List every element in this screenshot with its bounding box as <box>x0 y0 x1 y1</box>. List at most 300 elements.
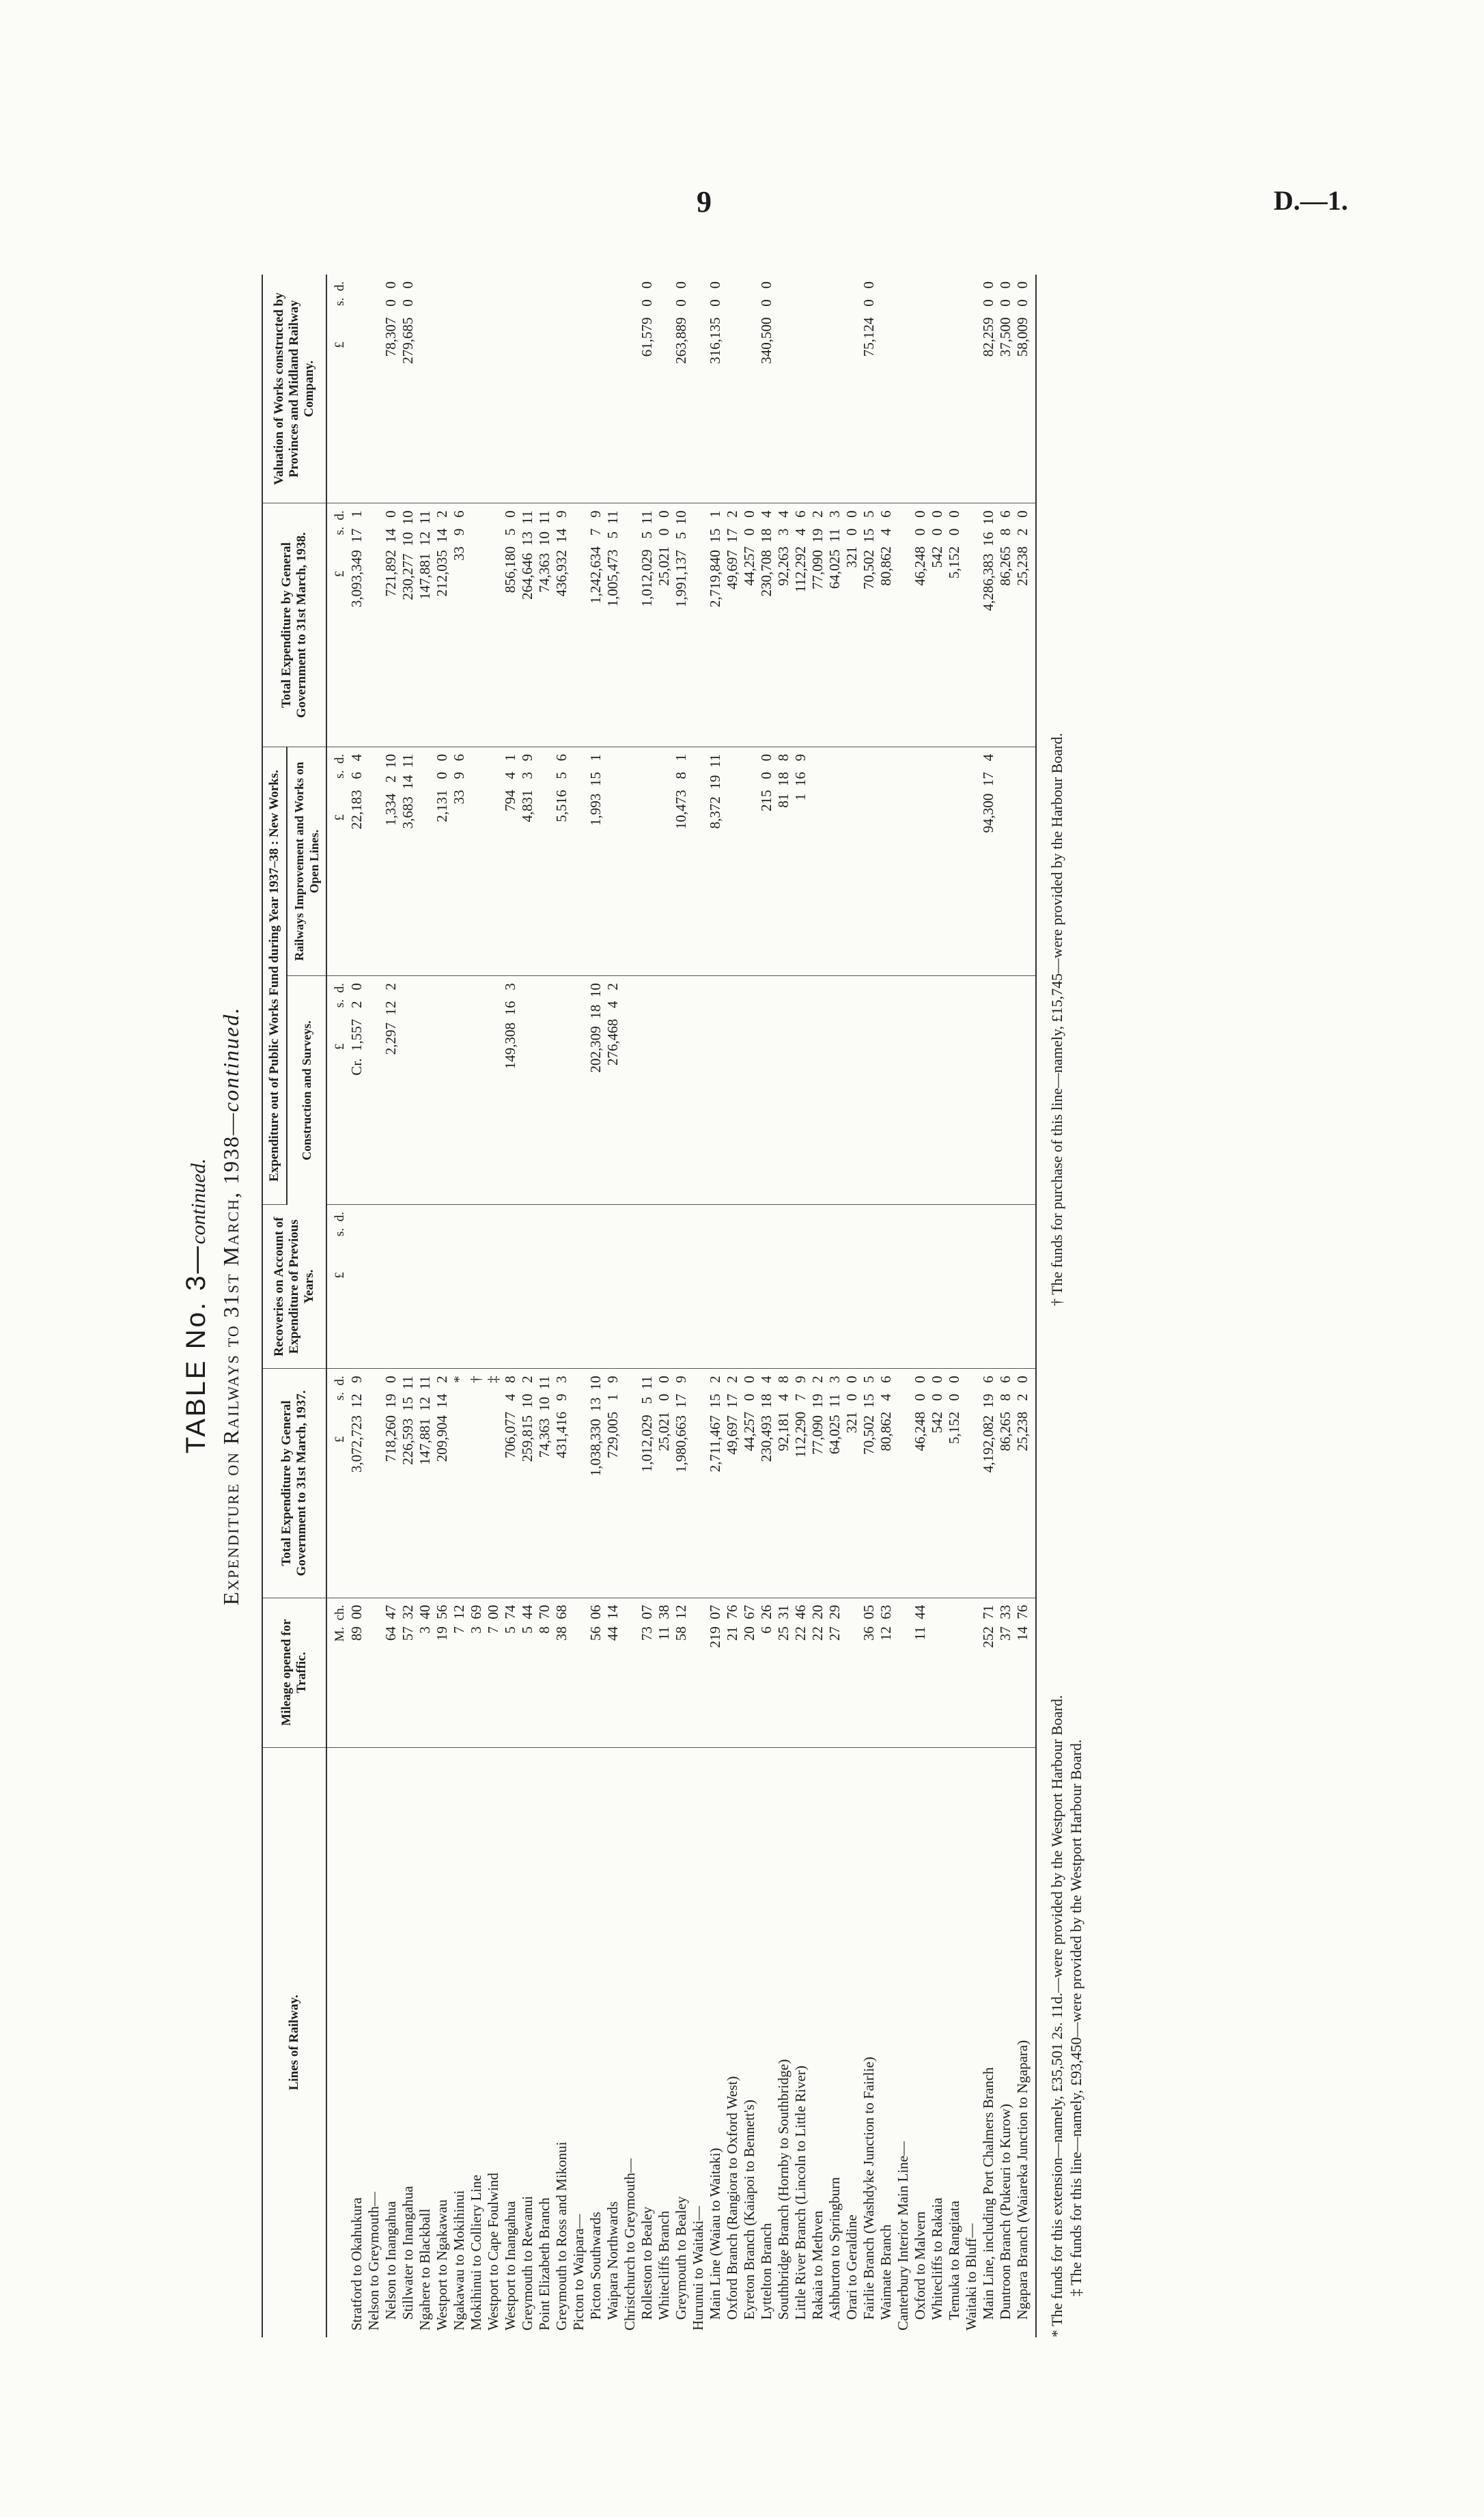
cell-exp-1938: 321 0 0 <box>843 503 860 747</box>
cell-recoveries <box>826 1205 843 1369</box>
cell-exp-1937: 3,072,723 12 9 <box>348 1369 365 1598</box>
cell-construction <box>1014 976 1036 1205</box>
cell-exp-1938 <box>468 503 485 747</box>
cell-exp-1937: 44,257 0 0 <box>741 1369 758 1598</box>
cell-improvement <box>724 747 741 975</box>
cell-improvement <box>895 747 912 975</box>
cell-recoveries <box>382 1205 400 1369</box>
cell-valuation: 340,500 0 0 <box>758 275 775 503</box>
subtitle-main: Expenditure on Railways to 31st March, 1938— <box>219 1111 243 1606</box>
cell-construction <box>400 976 417 1205</box>
cell-line: Main Line, including Port Chalmers Branch <box>980 2067 996 2331</box>
cell-valuation <box>895 275 912 503</box>
cell-exp-1937: 1,980,663 17 9 <box>673 1369 690 1598</box>
title-continued: continued. <box>187 1158 210 1244</box>
cell-improvement <box>1014 747 1036 975</box>
cell-exp-1938: 25,021 0 0 <box>656 503 673 747</box>
cell-exp-1938: 49,697 17 2 <box>724 503 741 747</box>
cell-line: Westport to Inangahua <box>502 2201 518 2331</box>
cell-valuation <box>690 275 707 503</box>
cell-mileage: 219 07 <box>707 1598 724 1747</box>
cell-mileage: 38 68 <box>553 1598 570 1747</box>
cell-recoveries <box>775 1205 792 1369</box>
cell-line: Waipara Northwards <box>604 2201 621 2331</box>
table-row <box>912 275 929 2337</box>
cell-line: Stratford to Okahukura <box>348 2197 365 2331</box>
cell-mileage: 6 26 <box>758 1598 775 1747</box>
cell-line: Rolleston to Bealey <box>639 2206 655 2331</box>
table-body <box>326 275 1036 2337</box>
cell-improvement <box>621 747 639 975</box>
cell-construction <box>843 976 860 1205</box>
cell-exp-1937: 147,881 12 11 <box>417 1369 434 1598</box>
cell-recoveries <box>878 1205 895 1369</box>
cell-line: Picton to Waipara— <box>570 2214 587 2331</box>
cell-improvement <box>826 747 843 975</box>
cell-construction <box>519 976 536 1205</box>
table-row <box>604 275 621 2337</box>
cell-valuation <box>826 275 843 503</box>
cell-recoveries <box>621 1205 639 1369</box>
cell-line: Hurunui to Waitaki— <box>690 2206 706 2331</box>
cell-exp-1937: 25,021 0 0 <box>656 1369 673 1598</box>
cell-valuation <box>502 275 519 503</box>
cell-exp-1937 <box>621 1369 639 1598</box>
cell-line: Temuka to Rangitata <box>946 2200 962 2331</box>
cell-valuation: 263,889 0 0 <box>673 275 690 503</box>
cell-improvement: 3,683 14 11 <box>400 747 417 975</box>
cell-construction <box>792 976 809 1205</box>
cell-mileage: 252 71 <box>980 1598 997 1747</box>
cell-recoveries <box>741 1205 758 1369</box>
cell-recoveries <box>946 1205 963 1369</box>
cell-exp-1937: 209,904 14 2 <box>434 1369 451 1598</box>
units-construction: £ s. d. <box>326 976 348 1205</box>
cell-improvement: 4,831 3 9 <box>519 747 536 975</box>
cell-exp-1938 <box>570 503 587 747</box>
table-row <box>553 275 570 2337</box>
cell-improvement <box>912 747 929 975</box>
cell-recoveries <box>1014 1205 1036 1369</box>
cell-construction <box>775 976 792 1205</box>
cell-exp-1937: 49,697 17 2 <box>724 1369 741 1598</box>
cell-line: Whitecliffs to Rakaia <box>929 2197 945 2331</box>
cell-line: Greymouth to Ross and Mikonui <box>553 2141 570 2331</box>
cell-recoveries <box>758 1205 775 1369</box>
cell-construction <box>741 976 758 1205</box>
subtitle-continued: continued. <box>219 1006 243 1112</box>
cell-valuation <box>843 275 860 503</box>
cell-improvement: 5,516 5 6 <box>553 747 570 975</box>
cell-valuation <box>775 275 792 503</box>
cell-valuation <box>468 275 485 503</box>
cell-valuation <box>792 275 809 503</box>
cell-mileage: 5 44 <box>519 1598 536 1747</box>
units-exp-1938: £ s. d. <box>326 503 348 747</box>
cell-improvement <box>929 747 946 975</box>
cell-mileage: 5 74 <box>502 1598 519 1747</box>
cell-line: Christchurch to Greymouth— <box>621 2158 638 2331</box>
col-header-mileage: Mileage opened for Traffic. <box>262 1598 326 1747</box>
cell-valuation <box>604 275 621 503</box>
cell-construction <box>621 976 639 1205</box>
cell-construction <box>468 976 485 1205</box>
cell-construction <box>929 976 946 1205</box>
cell-recoveries <box>809 1205 826 1369</box>
cell-construction <box>946 976 963 1205</box>
cell-improvement: 215 0 0 <box>758 747 775 975</box>
cell-improvement: 8,372 19 11 <box>707 747 724 975</box>
table-row <box>451 275 468 2337</box>
cell-exp-1938 <box>621 503 639 747</box>
cell-mileage: 7 12 <box>451 1598 468 1747</box>
cell-mileage <box>929 1598 946 1747</box>
cell-mileage: 12 63 <box>878 1598 895 1747</box>
cell-exp-1938: 721,892 14 0 <box>382 503 400 747</box>
cell-exp-1937: 92,181 4 8 <box>775 1369 792 1598</box>
cell-improvement <box>536 747 553 975</box>
cell-improvement <box>809 747 826 975</box>
cell-line: Waitaki to Bluff— <box>963 2223 979 2331</box>
table-row <box>519 275 536 2337</box>
col-header-exp-1938: Total Expenditure by General Government to 31st March, 1938. <box>262 503 326 747</box>
table-row <box>502 275 519 2337</box>
table-row <box>878 275 895 2337</box>
cell-exp-1937: 230,493 18 4 <box>758 1369 775 1598</box>
cell-exp-1937: 321 0 0 <box>843 1369 860 1598</box>
cell-valuation <box>536 275 553 503</box>
cell-mileage <box>621 1598 639 1747</box>
cell-construction <box>878 976 895 1205</box>
cell-line: Orari to Geraldine <box>843 2214 860 2331</box>
table-row <box>809 275 826 2337</box>
cell-exp-1937: 25,238 2 0 <box>1014 1369 1036 1598</box>
cell-exp-1938: 5,152 0 0 <box>946 503 963 747</box>
cell-valuation <box>809 275 826 503</box>
col-header-recoveries: Recoveries on Account of Expenditure of Previous Years. <box>262 1205 326 1369</box>
cell-recoveries <box>604 1205 621 1369</box>
table-row <box>775 275 792 2337</box>
table-row <box>724 275 741 2337</box>
cell-exp-1938: 92,263 3 4 <box>775 503 792 747</box>
cell-mileage: 20 67 <box>741 1598 758 1747</box>
cell-valuation <box>519 275 536 503</box>
cell-recoveries <box>656 1205 673 1369</box>
cell-exp-1937: 80,862 4 6 <box>878 1369 895 1598</box>
cell-line: Ngapara Branch (Waiareka Junction to Ngapara) <box>1014 1747 1036 2337</box>
cell-line: Canterbury Interior Main Line— <box>895 2141 911 2331</box>
cell-exp-1938: 46,248 0 0 <box>912 503 929 747</box>
cell-improvement: 33 9 6 <box>451 747 468 975</box>
table-row <box>485 275 502 2337</box>
table-row <box>434 275 451 2337</box>
cell-line: Lyttelton Branch <box>758 2223 774 2331</box>
cell-improvement: 794 4 1 <box>502 747 519 975</box>
cell-exp-1938: 230,277 10 10 <box>400 503 417 747</box>
table-row <box>929 275 946 2337</box>
col-header-line: Lines of Railway. <box>262 1747 326 2337</box>
table-row <box>639 275 656 2337</box>
cell-mileage: 44 14 <box>604 1598 621 1747</box>
cell-construction: Cr. 1,557 2 0 <box>348 976 365 1205</box>
footnotes <box>1048 275 1086 2351</box>
cell-improvement <box>570 747 587 975</box>
cell-improvement: 22,183 6 4 <box>348 747 365 975</box>
cell-mileage: 37 33 <box>997 1598 1014 1747</box>
cell-exp-1938: 74,363 10 11 <box>536 503 553 747</box>
cell-exp-1937: 77,090 19 2 <box>809 1369 826 1598</box>
cell-valuation <box>587 275 604 503</box>
railway-expenditure-table <box>262 275 1037 2337</box>
cell-valuation: 316,135 0 0 <box>707 275 724 503</box>
table-row <box>382 275 400 2337</box>
cell-valuation <box>570 275 587 503</box>
cell-mileage: 3 40 <box>417 1598 434 1747</box>
table-row <box>348 275 365 2337</box>
cell-valuation <box>741 275 758 503</box>
cell-improvement: 1,993 15 1 <box>587 747 604 975</box>
title-main: TABLE No. 3— <box>181 1244 211 1454</box>
cell-recoveries <box>587 1205 604 1369</box>
cell-exp-1937: 259,815 10 2 <box>519 1369 536 1598</box>
cell-valuation <box>553 275 570 503</box>
cell-exp-1937: 1,038,330 13 10 <box>587 1369 604 1598</box>
cell-construction <box>656 976 673 1205</box>
col-header-pwf-group: Expenditure out of Public Works Fund during Year 1937–38 : New Works. <box>262 747 287 1204</box>
cell-exp-1937: ‡ <box>485 1369 502 1598</box>
cell-exp-1937 <box>570 1369 587 1598</box>
cell-improvement <box>741 747 758 975</box>
cell-exp-1938 <box>963 503 980 747</box>
cell-exp-1937: 74,363 10 11 <box>536 1369 553 1598</box>
cell-improvement <box>690 747 707 975</box>
cell-recoveries <box>707 1205 724 1369</box>
cell-recoveries <box>690 1205 707 1369</box>
units-valuation: £ s. d. <box>326 275 348 503</box>
cell-exp-1937: 46,248 0 0 <box>912 1369 929 1598</box>
cell-exp-1938: 77,090 19 2 <box>809 503 826 747</box>
cell-exp-1938: 3,093,349 17 1 <box>348 503 365 747</box>
cell-exp-1938: 25,238 2 0 <box>1014 503 1036 747</box>
cell-line: Stillwater to Inangahua <box>400 2186 416 2331</box>
col-header-valuation: Valuation of Works constructed by Provinces and Midland Railway Company. <box>262 275 326 503</box>
cell-improvement: 1 16 9 <box>792 747 809 975</box>
units-improvement: £ s. d. <box>326 747 348 975</box>
cell-exp-1938: 1,242,634 7 9 <box>587 503 604 747</box>
cell-exp-1938: 4,286,383 16 10 <box>980 503 997 747</box>
cell-recoveries <box>912 1205 929 1369</box>
cell-improvement <box>365 747 382 975</box>
cell-construction <box>758 976 775 1205</box>
cell-mileage <box>946 1598 963 1747</box>
cell-construction <box>860 976 878 1205</box>
cell-construction <box>536 976 553 1205</box>
rotated-table-block <box>181 261 1342 2351</box>
cell-exp-1937 <box>690 1369 707 1598</box>
cell-line: Rakaia to Methven <box>809 2210 826 2331</box>
cell-mileage: 19 56 <box>434 1598 451 1747</box>
cell-recoveries <box>673 1205 690 1369</box>
cell-mileage <box>690 1598 707 1747</box>
cell-recoveries <box>963 1205 980 1369</box>
cell-line: Fairlie Branch (Washdyke Junction to Fairlie) <box>860 2057 877 2331</box>
cell-mileage: 21 76 <box>724 1598 741 1747</box>
cell-recoveries <box>417 1205 434 1369</box>
cell-exp-1937: 706,077 4 8 <box>502 1369 519 1598</box>
cell-mileage: 11 38 <box>656 1598 673 1747</box>
cell-valuation <box>485 275 502 503</box>
cell-mileage: 8 70 <box>536 1598 553 1747</box>
cell-improvement <box>656 747 673 975</box>
cell-line: Nelson to Inangahua <box>382 2201 399 2331</box>
table-row <box>468 275 485 2337</box>
units-row <box>326 275 348 2337</box>
cell-recoveries <box>536 1205 553 1369</box>
col-header-exp-1937: Total Expenditure by General Government to 31st March, 1937. <box>262 1369 326 1598</box>
cell-valuation <box>963 275 980 503</box>
cell-exp-1937: 70,502 15 5 <box>860 1369 878 1598</box>
cell-valuation: 75,124 0 0 <box>860 275 878 503</box>
cell-line: Southbridge Branch (Hornby to Southbridge) <box>775 2059 792 2331</box>
cell-mileage: 22 46 <box>792 1598 809 1747</box>
cell-improvement <box>485 747 502 975</box>
page-number: 9 <box>697 185 712 219</box>
cell-recoveries <box>519 1205 536 1369</box>
cell-recoveries <box>348 1205 365 1369</box>
cell-recoveries <box>843 1205 860 1369</box>
cell-mileage <box>570 1598 587 1747</box>
cell-recoveries <box>553 1205 570 1369</box>
table-row <box>741 275 758 2337</box>
table-row <box>980 275 997 2337</box>
cell-mileage: 22 20 <box>809 1598 826 1747</box>
cell-line: Whitecliffs Branch <box>656 2210 672 2331</box>
cell-recoveries <box>639 1205 656 1369</box>
cell-mileage: 27 29 <box>826 1598 843 1747</box>
table-row <box>895 275 912 2337</box>
table-row <box>536 275 553 2337</box>
cell-mileage: 25 31 <box>775 1598 792 1747</box>
table-row <box>587 275 604 2337</box>
cell-exp-1938: 2,719,840 15 1 <box>707 503 724 747</box>
cell-line: Oxford Branch (Rangiora to Oxford West) <box>724 2076 740 2331</box>
cell-improvement: 94,300 17 4 <box>980 747 997 975</box>
cell-improvement <box>604 747 621 975</box>
cell-exp-1937 <box>963 1369 980 1598</box>
cell-construction: 2,297 12 2 <box>382 976 400 1205</box>
cell-exp-1938: 86,265 8 6 <box>997 503 1014 747</box>
cell-mileage: 36 05 <box>860 1598 878 1747</box>
cell-valuation <box>912 275 929 503</box>
units-line <box>326 1747 348 2337</box>
cell-valuation: 279,685 0 0 <box>400 275 417 503</box>
cell-recoveries <box>502 1205 519 1369</box>
cell-recoveries <box>929 1205 946 1369</box>
cell-valuation <box>348 275 365 503</box>
cell-improvement <box>946 747 963 975</box>
table-row <box>946 275 963 2337</box>
cell-exp-1938 <box>365 503 382 747</box>
cell-valuation: 82,259 0 0 <box>980 275 997 503</box>
cell-exp-1937: 2,711,467 15 2 <box>707 1369 724 1598</box>
cell-exp-1938: 44,257 0 0 <box>741 503 758 747</box>
cell-improvement <box>878 747 895 975</box>
cell-improvement <box>639 747 656 975</box>
cell-recoveries <box>365 1205 382 1369</box>
cell-valuation: 61,579 0 0 <box>639 275 656 503</box>
cell-exp-1937: * <box>451 1369 468 1598</box>
cell-line: Greymouth to Bealey <box>673 2196 689 2331</box>
table-row <box>963 275 980 2337</box>
footnote-dagger: † The funds for purchase of this line—namely, £15,745—were provided by the Harbour Board. <box>1048 733 1065 1306</box>
cell-construction <box>673 976 690 1205</box>
cell-recoveries <box>980 1205 997 1369</box>
cell-exp-1938: 70,502 15 5 <box>860 503 878 747</box>
cell-improvement <box>417 747 434 975</box>
cell-line: Ashburton to Springburn <box>826 2177 843 2331</box>
cell-mileage <box>963 1598 980 1747</box>
cell-recoveries <box>468 1205 485 1369</box>
footnote-double-dagger: ‡ The funds for this line—namely, £93,450—were provided by the Westport Harbour Board. <box>1067 1739 1084 2296</box>
cell-valuation <box>724 275 741 503</box>
cell-valuation: 58,009 0 0 <box>1014 275 1036 503</box>
cell-improvement: 1,334 2 10 <box>382 747 400 975</box>
cell-line: Duntroon Branch (Pukeuri to Kurow) <box>997 2104 1013 2331</box>
cell-improvement: 81 18 8 <box>775 747 792 975</box>
cell-exp-1937: 86,265 8 6 <box>997 1369 1014 1598</box>
cell-recoveries <box>724 1205 741 1369</box>
table-row <box>1014 275 1036 2337</box>
cell-improvement: 10,473 8 1 <box>673 747 690 975</box>
table-row <box>621 275 639 2337</box>
cell-construction <box>963 976 980 1205</box>
cell-exp-1938: 1,991,137 5 10 <box>673 503 690 747</box>
cell-line: Point Elizabeth Branch <box>536 2197 552 2331</box>
cell-valuation <box>929 275 946 503</box>
cell-line: Waimate Branch <box>878 2224 894 2331</box>
units-mileage: M. ch. <box>326 1598 348 1747</box>
table-row <box>707 275 724 2337</box>
cell-improvement <box>963 747 980 975</box>
cell-exp-1938: 230,708 18 4 <box>758 503 775 747</box>
cell-improvement <box>997 747 1014 975</box>
cell-line: Nelson to Greymouth— <box>365 2192 382 2331</box>
cell-mileage: 58 12 <box>673 1598 690 1747</box>
table-row <box>656 275 673 2337</box>
cell-construction: 149,308 16 3 <box>502 976 519 1205</box>
table-row <box>570 275 587 2337</box>
cell-exp-1937: † <box>468 1369 485 1598</box>
cell-valuation <box>656 275 673 503</box>
cell-construction <box>434 976 451 1205</box>
cell-line: Little River Branch (Lincoln to Little River) <box>792 2066 809 2331</box>
table-title <box>181 261 212 2351</box>
table-subtitle <box>219 261 244 2351</box>
cell-exp-1938 <box>485 503 502 747</box>
col-header-improvement: Railways Improvement and Works on Open Lines. <box>287 747 326 975</box>
cell-recoveries <box>570 1205 587 1369</box>
cell-construction <box>365 976 382 1205</box>
cell-exp-1937: 5,152 0 0 <box>946 1369 963 1598</box>
cell-exp-1937: 64,025 11 3 <box>826 1369 843 1598</box>
cell-valuation <box>946 275 963 503</box>
units-exp-1937: £ s. d. <box>326 1369 348 1598</box>
cell-line: Westport to Ngakawau <box>434 2199 450 2331</box>
cell-exp-1938: 80,862 4 6 <box>878 503 895 747</box>
cell-line: Main Line (Waiau to Waitaki) <box>707 2147 723 2331</box>
cell-exp-1937: 542 0 0 <box>929 1369 946 1598</box>
cell-exp-1937: 112,290 7 9 <box>792 1369 809 1598</box>
